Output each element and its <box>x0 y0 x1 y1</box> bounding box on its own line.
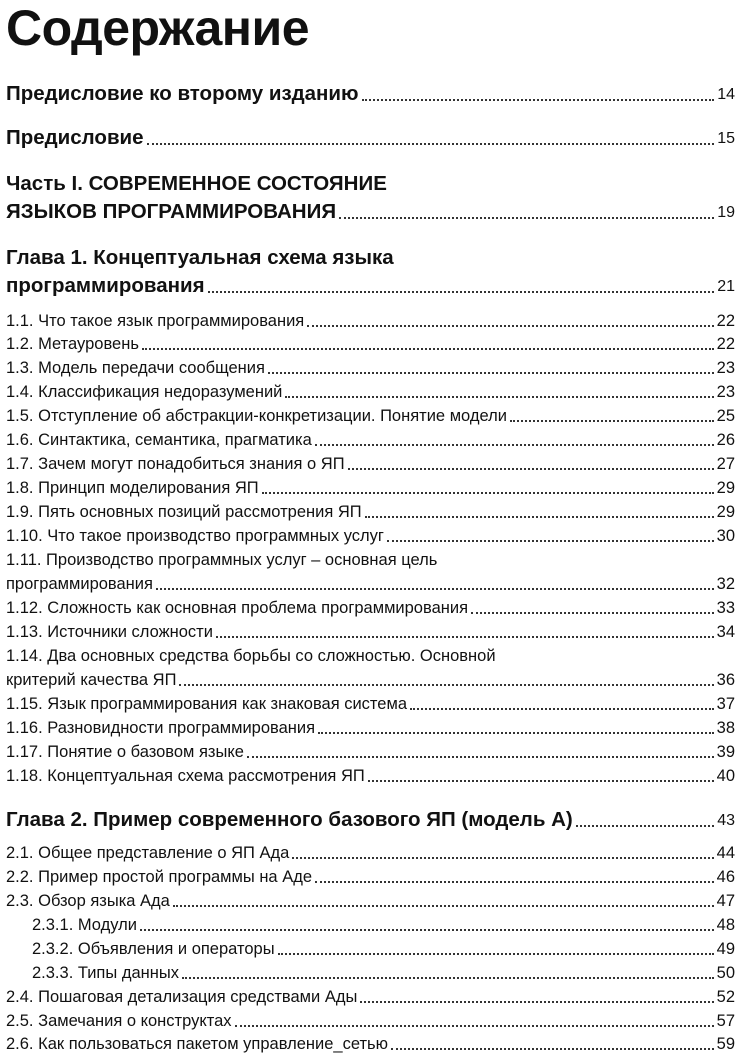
dot-leader <box>315 444 714 446</box>
toc-entry-1-14-line1: 1.14. Два основных средства борьбы со сложностью. Основной <box>6 647 496 665</box>
toc-entry-1-10[interactable] <box>6 525 735 547</box>
toc-entry-page: 21 <box>717 278 735 295</box>
toc-entry-page: 47 <box>716 892 735 910</box>
toc-entry-preface[interactable] <box>6 126 735 150</box>
dot-leader <box>262 492 714 494</box>
dot-leader <box>365 516 714 518</box>
toc-entry-page: 57 <box>716 1012 735 1030</box>
toc-entry-1-3[interactable] <box>6 357 735 379</box>
toc-entry-page: 23 <box>716 383 735 401</box>
toc-entry-title: 2.3.1. Модули <box>32 916 137 934</box>
toc-entry-title: 1.8. Принцип моделирования ЯП <box>6 479 259 497</box>
toc-entry-title: 2.2. Пример простой программы на Аде <box>6 868 312 886</box>
toc-entry-page: 39 <box>716 743 735 761</box>
dot-leader <box>339 217 714 219</box>
toc-entry-2-1[interactable] <box>6 842 735 864</box>
toc-entry-2-3[interactable] <box>6 890 735 912</box>
toc-entry-title: 1.1. Что такое язык программирования <box>6 312 305 330</box>
toc-entry-page: 14 <box>717 86 735 103</box>
toc-entry-title: 1.6. Синтактика, семантика, прагматика <box>6 431 312 449</box>
dot-leader <box>156 588 714 590</box>
toc-entry-1-5[interactable] <box>6 405 735 427</box>
toc-entry-title: программирования <box>6 575 153 593</box>
toc-entry-title: 2.3.3. Типы данных <box>32 964 179 982</box>
toc-entry-1-6[interactable] <box>6 429 735 451</box>
toc-entry-page: 22 <box>716 335 735 353</box>
dot-leader <box>410 708 714 710</box>
dot-leader <box>387 540 714 542</box>
toc-entry-1-16[interactable] <box>6 717 735 739</box>
toc-entry-title: ЯЗЫКОВ ПРОГРАММИРОВАНИЯ <box>6 200 337 223</box>
toc-entry-1-15[interactable] <box>6 693 735 715</box>
toc-entry-2-5[interactable] <box>6 1010 735 1032</box>
toc-entry-title: критерий качества ЯП <box>6 671 177 689</box>
page-title: Содержание <box>6 0 310 56</box>
toc-entry-2-6[interactable] <box>6 1033 735 1055</box>
dot-leader <box>285 396 713 398</box>
toc-entry-title: 1.18. Концептуальная схема рассмотрения ЯП <box>6 767 365 785</box>
dot-leader <box>173 905 714 907</box>
toc-entry-title: 1.7. Зачем могут понадобиться знания о ЯП <box>6 455 345 473</box>
toc-entry-title: Глава 2. Пример современного базового ЯП (модель А) <box>6 808 573 831</box>
dot-leader <box>182 977 714 979</box>
toc-entry-1-13[interactable] <box>6 621 735 643</box>
toc-entry-page: 40 <box>716 767 735 785</box>
toc-entry-page: 52 <box>716 988 735 1006</box>
dot-leader <box>307 325 713 327</box>
toc-entry-page: 22 <box>716 312 735 330</box>
toc-entry-2-3-2[interactable] <box>6 938 735 960</box>
dot-leader <box>318 732 714 734</box>
toc-entry-1-18[interactable] <box>6 765 735 787</box>
dot-leader <box>142 348 714 350</box>
dot-leader <box>278 953 714 955</box>
dot-leader <box>292 857 713 859</box>
toc-entry-title: Предисловие ко второму изданию <box>6 82 359 105</box>
dot-leader <box>247 756 714 758</box>
toc-entry-title: 1.17. Понятие о базовом языке <box>6 743 244 761</box>
dot-leader <box>147 143 715 145</box>
toc-entry-2-2[interactable] <box>6 866 735 888</box>
toc-entry-page: 59 <box>716 1035 735 1053</box>
dot-leader <box>140 929 714 931</box>
toc-entry-1-11-line1: 1.11. Производство программных услуг – основная цель <box>6 551 438 569</box>
toc-entry-title: 1.12. Сложность как основная проблема программирования <box>6 599 469 617</box>
dot-leader <box>348 468 714 470</box>
toc-entry-page: 49 <box>716 940 735 958</box>
toc-entry-title: 1.13. Источники сложности <box>6 623 213 641</box>
toc-entry-page: 29 <box>716 479 735 497</box>
toc-entry-title: 1.16. Разновидности программирования <box>6 719 316 737</box>
toc-entry-page: 30 <box>716 527 735 545</box>
toc-entry-page: 46 <box>716 868 735 886</box>
toc-entry-title: 2.5. Замечания о конструктах <box>6 1012 232 1030</box>
dot-leader <box>471 612 714 614</box>
toc-entry-1-12[interactable] <box>6 597 735 619</box>
toc-entry-page: 26 <box>716 431 735 449</box>
toc-entry-title: 1.5. Отступление об абстракции-конкретизации. Понятие модели <box>6 407 507 425</box>
toc-entry-chapter1-line1: Глава 1. Концептуальная схема языка <box>6 246 394 269</box>
toc-entry-title: 2.4. Пошаговая детализация средствами Ады <box>6 988 358 1006</box>
toc-entry-title: 2.1. Общее представление о ЯП Ада <box>6 844 290 862</box>
toc-entry-part1-line1: Часть I. СОВРЕМЕННОЕ СОСТОЯНИЕ <box>6 172 387 195</box>
toc-entry-1-2[interactable] <box>6 333 735 355</box>
toc-entry-page: 33 <box>716 599 735 617</box>
toc-entry-page: 15 <box>717 130 735 147</box>
dot-leader <box>235 1025 714 1027</box>
toc-entry-title: 2.3. Обзор языка Ада <box>6 892 170 910</box>
toc-entry-page: 23 <box>716 359 735 377</box>
toc-entry-title: 1.10. Что такое производство программных услуг <box>6 527 384 545</box>
toc-entry-title: программирования <box>6 274 205 297</box>
toc-entry-2-4[interactable] <box>6 986 735 1008</box>
toc-entry-title: 2.3.2. Объявления и операторы <box>32 940 275 958</box>
toc-entry-page: 48 <box>716 916 735 934</box>
dot-leader <box>179 684 713 686</box>
dot-leader <box>268 372 714 374</box>
dot-leader <box>576 825 714 827</box>
toc-entry-1-1[interactable] <box>6 310 735 332</box>
toc-entry-2-3-3[interactable] <box>6 962 735 984</box>
toc-entry-1-8[interactable] <box>6 477 735 499</box>
dot-leader <box>208 291 715 293</box>
toc-entry-page: 25 <box>716 407 735 425</box>
toc-entry-chapter1[interactable] <box>6 274 735 298</box>
toc-entry-title: 1.15. Язык программирования как знаковая система <box>6 695 408 713</box>
toc-entry-title: Предисловие <box>6 126 144 149</box>
toc-entry-part1[interactable] <box>6 200 735 224</box>
dot-leader <box>315 881 714 883</box>
toc-entry-2-3-1[interactable] <box>6 914 735 936</box>
toc-entry-preface-2nd[interactable] <box>6 82 735 106</box>
dot-leader <box>360 1001 713 1003</box>
toc-entry-1-9[interactable] <box>6 501 735 523</box>
toc-entry-page: 27 <box>716 455 735 473</box>
toc-entry-page: 44 <box>716 844 735 862</box>
toc-entry-1-11[interactable] <box>6 573 735 595</box>
dot-leader <box>510 420 714 422</box>
toc-entry-page: 37 <box>716 695 735 713</box>
toc-entry-page: 34 <box>716 623 735 641</box>
dot-leader <box>216 636 714 638</box>
toc-entry-page: 19 <box>717 204 735 221</box>
toc-entry-page: 38 <box>716 719 735 737</box>
toc-entry-title: 2.6. Как пользоваться пакетом управление_сетью <box>6 1035 388 1053</box>
toc-entry-page: 32 <box>716 575 735 593</box>
toc-entry-title: 1.3. Модель передачи сообщения <box>6 359 265 377</box>
toc-entry-title: 1.9. Пять основных позиций рассмотрения ЯП <box>6 503 362 521</box>
toc-entry-1-4[interactable] <box>6 381 735 403</box>
toc-entry-page: 43 <box>717 812 735 829</box>
toc-entry-title: 1.4. Классификация недоразумений <box>6 383 283 401</box>
dot-leader <box>362 99 715 101</box>
toc-entry-1-14[interactable] <box>6 669 735 691</box>
toc-entry-1-17[interactable] <box>6 741 735 763</box>
toc-entry-title: 1.2. Метауровень <box>6 335 139 353</box>
toc-entry-page: 29 <box>716 503 735 521</box>
toc-entry-1-7[interactable] <box>6 453 735 475</box>
toc-entry-chapter2[interactable] <box>6 808 735 832</box>
toc-entry-page: 50 <box>716 964 735 982</box>
dot-leader <box>368 780 714 782</box>
toc-entry-page: 36 <box>716 671 735 689</box>
dot-leader <box>391 1048 714 1050</box>
